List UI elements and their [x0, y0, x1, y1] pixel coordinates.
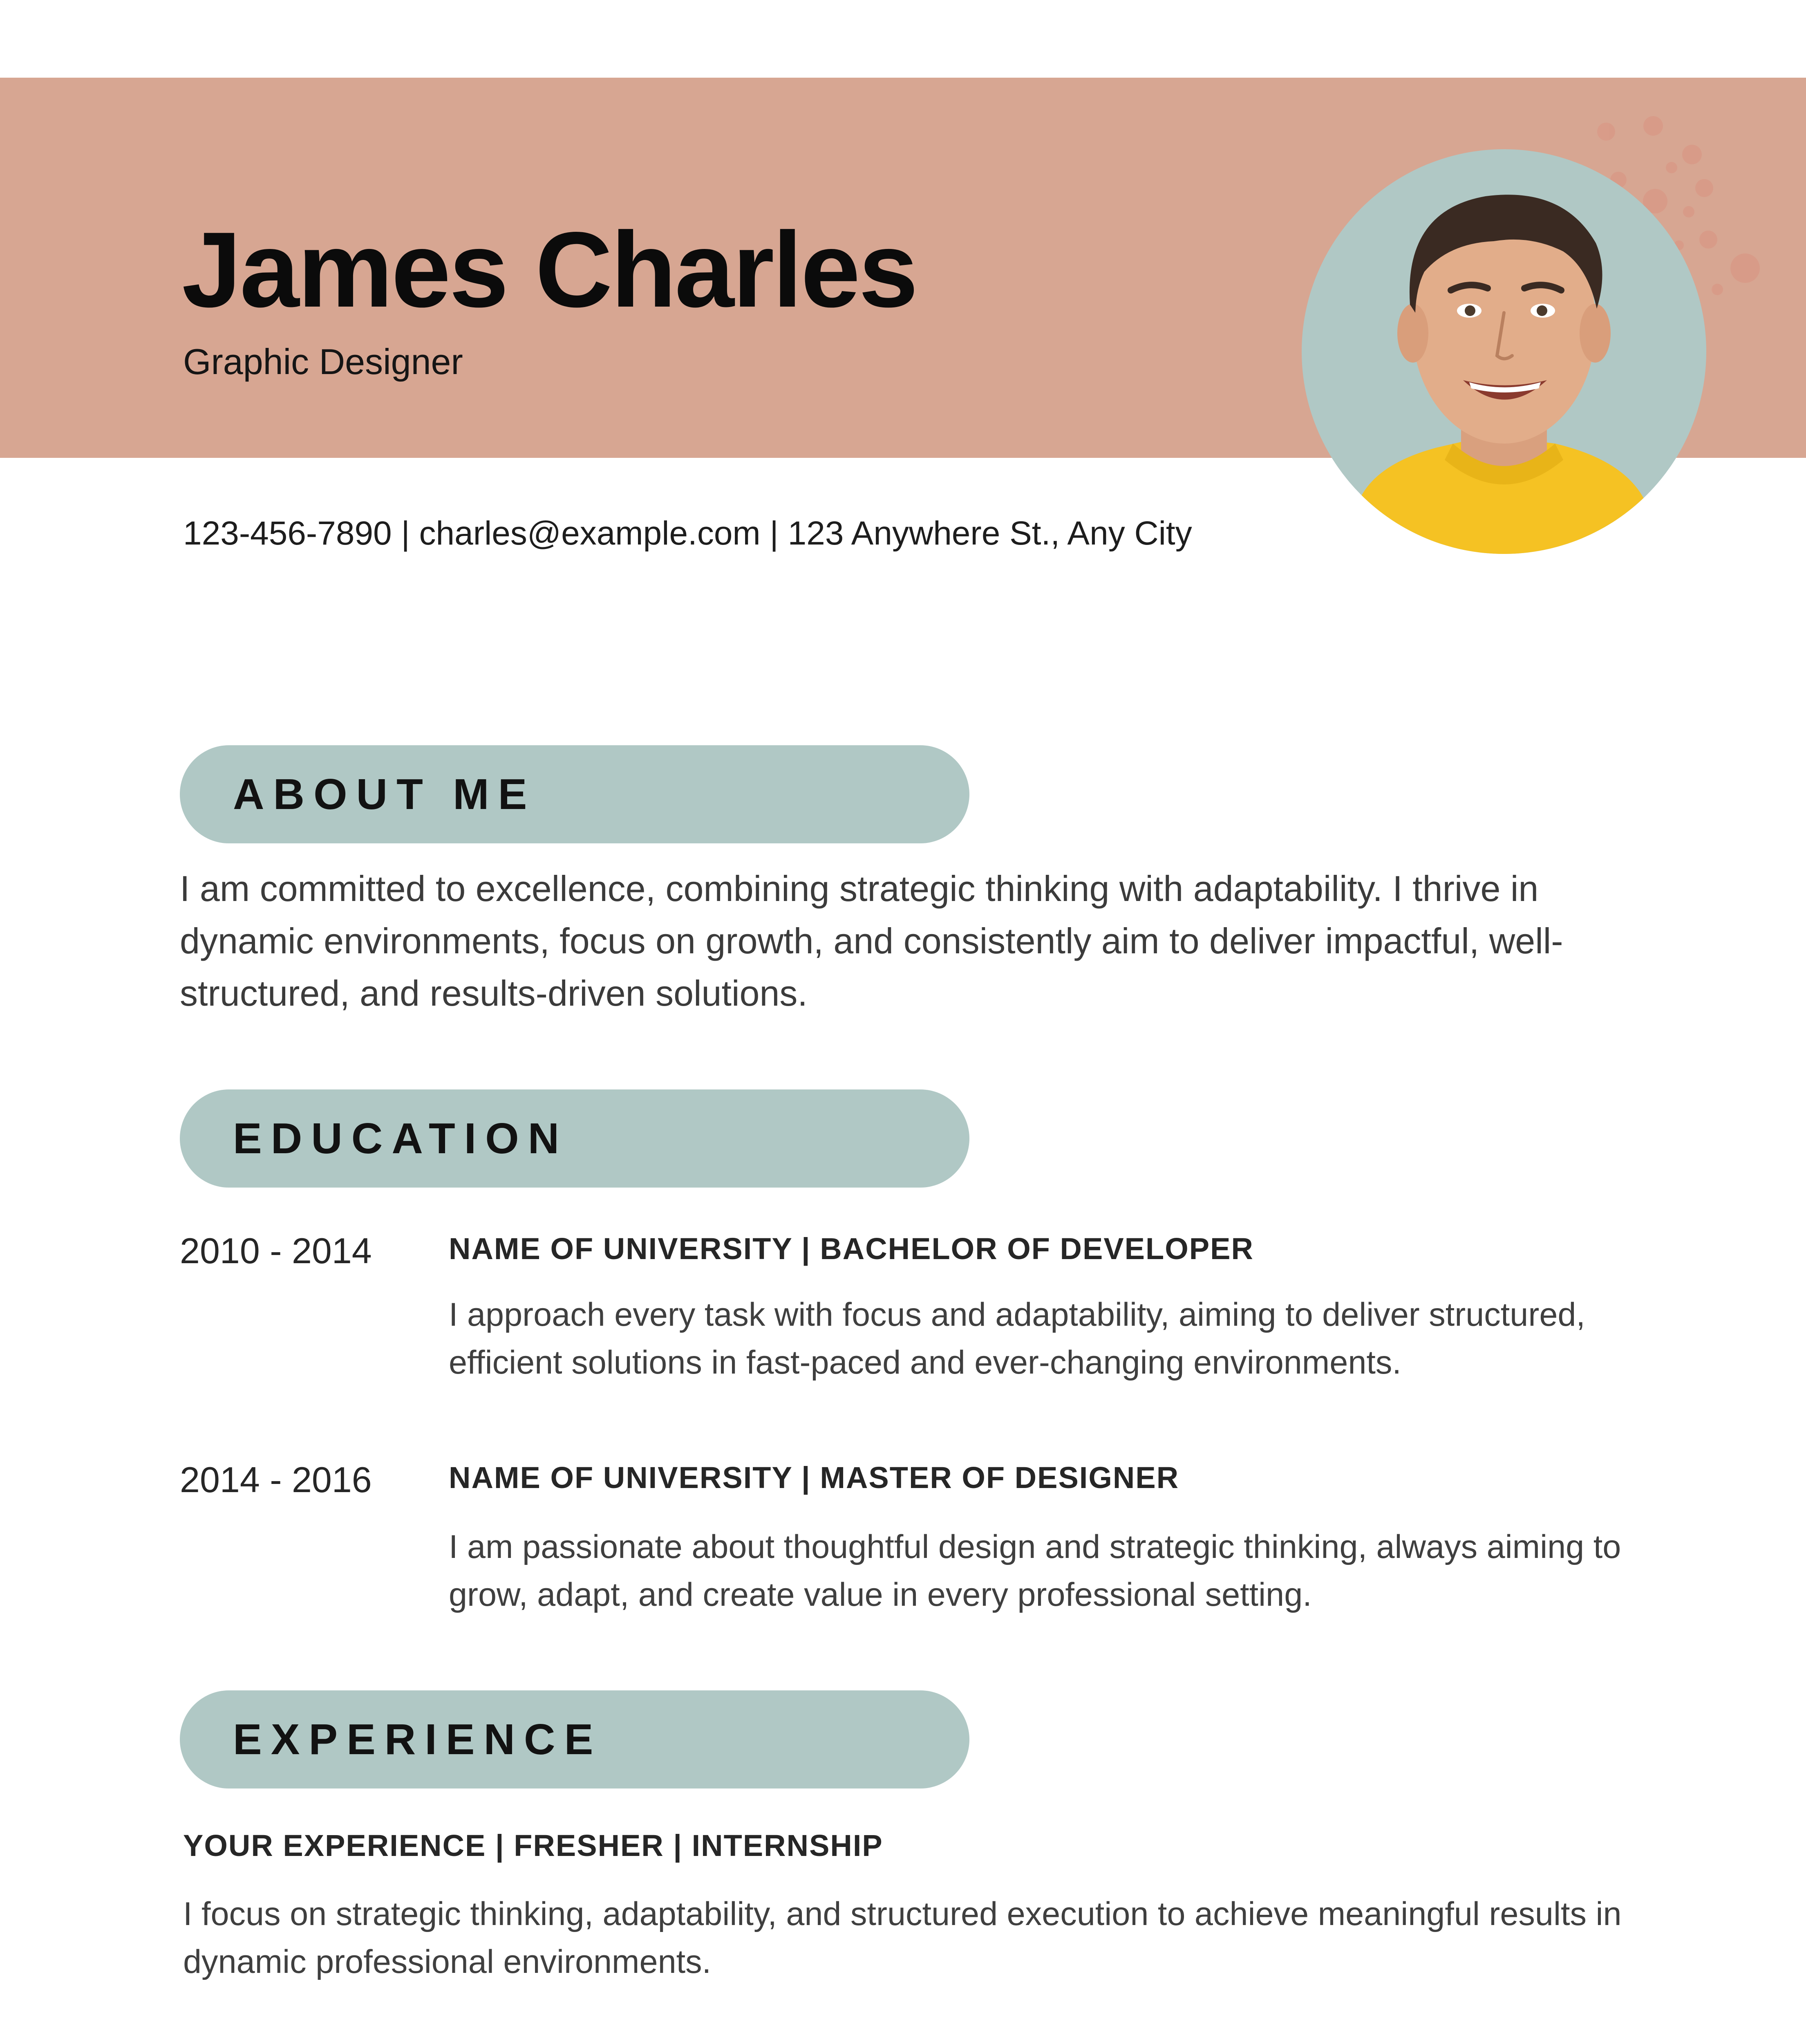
candidate-name: James Charles — [182, 210, 917, 329]
education-years: 2014 - 2016 — [180, 1459, 372, 1500]
experience-title: YOUR EXPERIENCE | FRESHER | INTERNSHIP — [183, 1829, 883, 1862]
section-header-education — [180, 1089, 969, 1188]
section-header-about — [180, 745, 969, 843]
education-years: 2010 - 2014 — [180, 1230, 372, 1271]
education-description: I approach every task with focus and adaptability, aiming to deliver structured, efficient solutions in fast-paced and ever-changing environments. — [449, 1296, 1585, 1381]
education-title: NAME OF UNIVERSITY | BACHELOR OF DEVELOPER — [449, 1232, 1254, 1266]
person-portrait-icon — [1302, 149, 1706, 554]
section-header-experience — [180, 1690, 969, 1788]
education-description: I am passionate about thoughtful design and strategic thinking, always aiming to grow, adapt, and create value in every professional setting. — [449, 1529, 1621, 1613]
experience-description: I focus on strategic thinking, adaptability, and structured execution to achieve meaningful results in dynamic professional environments. — [183, 1896, 1622, 1980]
about-text: I am committed to excellence, combining strategic thinking with adaptability. I thrive in dynamic environments, focus on growth, and consistently aim to deliver impactful, well-structured, and results-driven solutions. — [180, 868, 1563, 1013]
profile-photo — [1302, 149, 1706, 554]
section-title: ABOUT ME — [233, 770, 536, 818]
section-title: EXPERIENCE — [233, 1715, 602, 1764]
job-title: Graphic Designer — [183, 341, 463, 382]
education-title: NAME OF UNIVERSITY | MASTER OF DESIGNER — [449, 1461, 1179, 1495]
section-title: EDUCATION — [233, 1114, 568, 1163]
contact-line: 123-456-7890 | charles@example.com | 123 Anywhere St., Any City — [183, 515, 1192, 552]
